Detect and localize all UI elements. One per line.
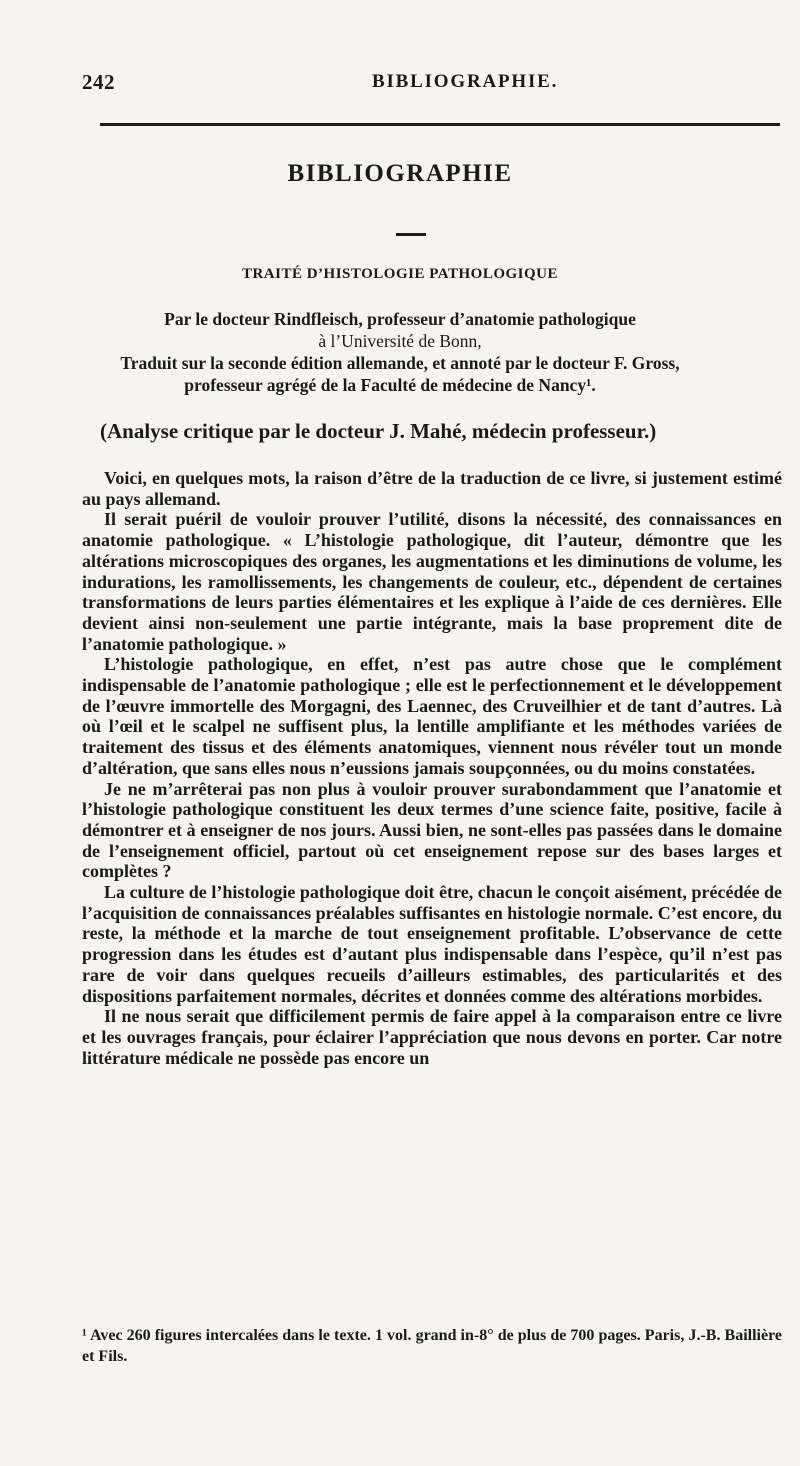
page-number: 242 [82, 70, 115, 94]
translator-line: professeur agrégé de la Faculté de médecine de Nancy¹. [184, 375, 596, 395]
paragraph: Voici, en quelques mots, la raison d’être de la traduction de ce livre, si justement estimé au pays allemand. [82, 468, 782, 509]
paragraph: Il serait puéril de vouloir prouver l’utilité, disons la nécessité, des connaissances en anatomie pathologique. « L’histologie pathologique, dit l’auteur, démontre que les altérations microscopiques des organes, les augmentations et les diminutions de volume, les indurations, les ramollissements, les changements de couleur, etc., dépendent de certaines transformations de leurs parties élémentaires et les explique à l’aide de ces dernières. Elle devient ainsi non-seulement une partie intégrante, mais la base proprement dite de l’anatomie pathologique. » [82, 509, 782, 654]
running-header [82, 70, 730, 100]
paragraph: Il ne nous serait que difficilement permis de faire appel à la comparaison entre ce livre et les ouvrages français, pour éclairer l’appréciation que nous devons en porter. Car notre littérature médicale ne possède pas encore un [82, 1006, 782, 1068]
footnote: ¹ Avec 260 figures intercalées dans le texte. 1 vol. grand in-8° de plus de 700 pages. Paris, J.-B. Baillière et Fils. [82, 1327, 782, 1365]
critique-line: (Analyse critique par le docteur J. Mahé, médecin professeur.) [100, 419, 657, 443]
author-line: Par le docteur Rindfleisch, professeur d’anatomie pathologique [164, 309, 636, 329]
paragraph: L’histologie pathologique, en effet, n’est pas autre chose que le complément indispensable de l’anatomie pathologique ; elle est le perfectionnement et le développement de l’œuvre immortelle des Morgagni, des Laennec, des Cruveilhier et de tant d’autres. Là où l’œil et le scalpel ne suffisent plus, la lentille amplifiante et les méthodes variées de traitement des tissus et des éléments anatomiques, viennent nous révéler tout un monde d’altération, que sans elles nous n’eussions jamais soupçonnées, ou du moins constatées. [82, 654, 782, 778]
body-text [82, 468, 782, 1068]
translation-line: Traduit sur la seconde édition allemande, et annoté par le docteur F. Gross, [120, 353, 680, 373]
paragraph: Je ne m’arrêterai pas non plus à vouloir prouver surabondamment que l’anatomie et l’histologie pathologique constituent les deux termes d’une science faite, positive, facile à démontrer et à enseigner de nos jours. Aussi bien, ne sont-elles pas passées dans le domaine de l’enseignement officiel, partout où cet enseignement repose sur des bases larges et complètes ? [82, 778, 782, 882]
book-title: TRAITÉ D’HISTOLOGIE PATHOLOGIQUE [241, 266, 559, 282]
paragraph: La culture de l’histologie pathologique doit être, chacun le conçoit aisément, précédée de l’acquisition de connaissances préalables suffisantes en histologie normale. C’est encore, du reste, la méthode et la marche de tout enseignement profitable. L’observance de cette progression dans les études est d’autant plus indispensable dans l’espèce, qu’il n’est pas rare de voir dans quelques recueils d’ailleurs estimables, des particularités et des dispositions parfaitement normales, décrites et données comme des altérations morbides. [82, 882, 782, 1006]
section-title: BIBLIOGRAPHIE [287, 160, 513, 187]
university-line: à l’Université de Bonn, [318, 331, 482, 351]
running-title: BIBLIOGRAPHIE. [372, 71, 559, 92]
title-dash-rule [396, 233, 426, 236]
header-rule [100, 123, 780, 126]
